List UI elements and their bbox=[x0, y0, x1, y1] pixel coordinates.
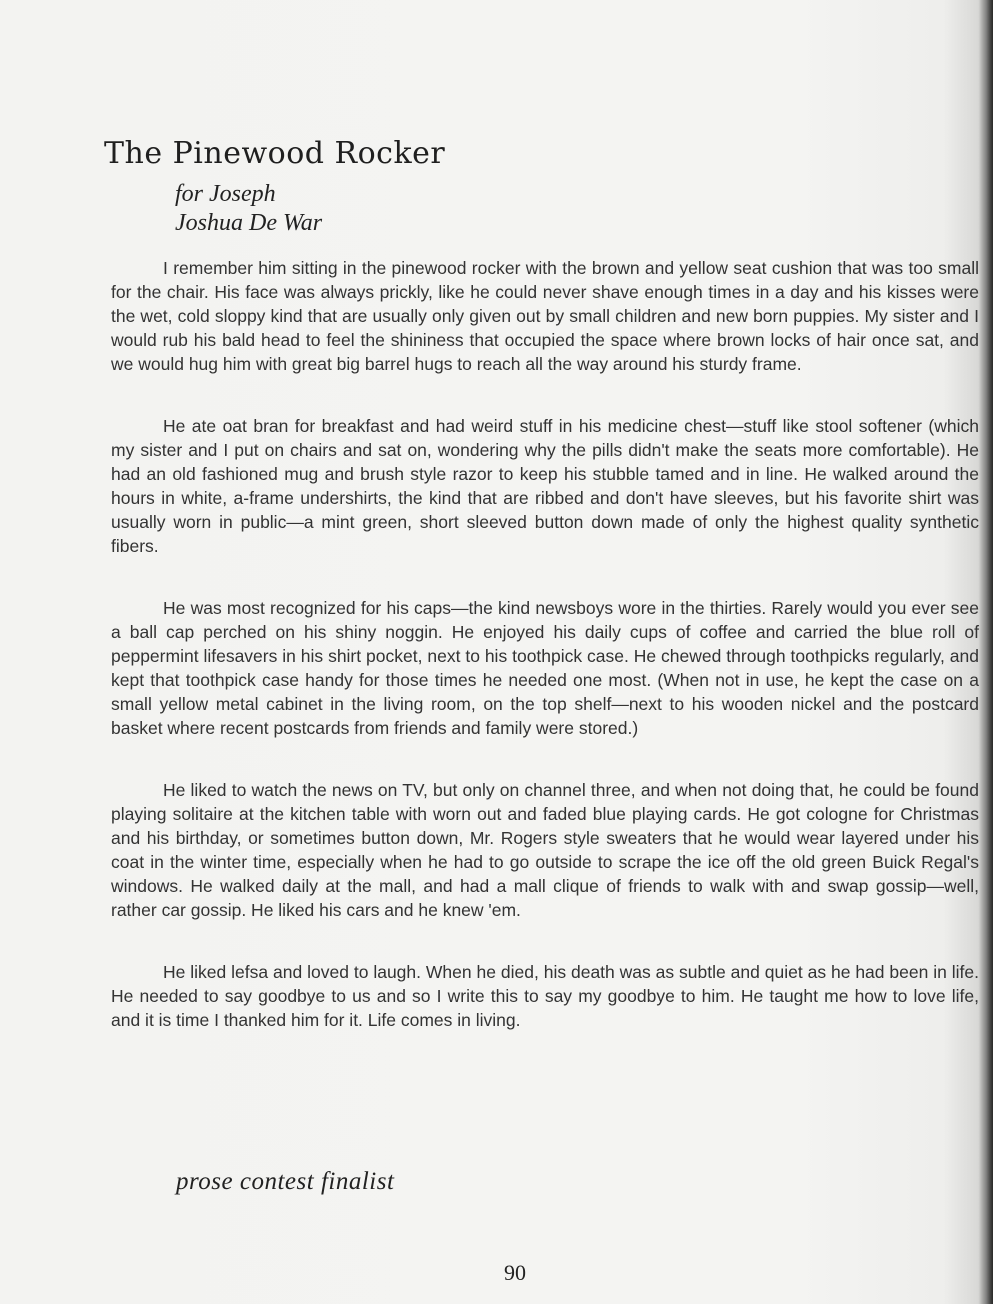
dedication-line-2: Joshua De War bbox=[175, 210, 323, 236]
paragraph-5: He liked lefsa and loved to laugh. When he died, his death was as subtle and quiet as he had been in life. He needed to say goodbye to us and so I write this to say my goodbye to him. He taught me how to love life, and it is time I thanked him for it. Life comes in living. bbox=[111, 962, 979, 1030]
page-number: 90 bbox=[504, 1260, 526, 1285]
paragraph-2: He ate oat bran for breakfast and had weird stuff in his medicine chest—stuff like stool softener (which my sister and I put on chairs and sat on, wondering why the pills didn't make the seats more comfortable). He had an old fashioned mug and brush style razor to keep his stubble tamed and in line. He walked around the hours in white, a-frame undershirts, the kind that are ribbed and don't have sleeves, but his favorite shirt was usually worn in public—a mint green, short sleeved button down made of only the highest quality synthetic fibers. bbox=[111, 416, 979, 556]
page-title: The Pinewood Rocker bbox=[104, 136, 446, 171]
prose-body bbox=[111, 256, 979, 1070]
dedication-line-1: for Joseph bbox=[175, 181, 276, 207]
contest-note: prose contest finalist bbox=[176, 1168, 395, 1195]
dedication bbox=[175, 180, 322, 238]
paragraph-1: I remember him sitting in the pinewood rocker with the brown and yellow seat cushion that was too small for the chair. His face was always prickly, like he could never shave enough times in a day and his kisses were the wet, cold sloppy kind that are usually only given out by small children and new born puppies. My sister and I would rub his bald head to feel the shininess that occupied the space where brown locks of hair once sat, and we would hug him with great big barrel hugs to reach all the way around his sturdy frame. bbox=[111, 258, 979, 374]
paragraph-3: He was most recognized for his caps—the kind newsboys wore in the thirties. Rarely would you ever see a ball cap perched on his shiny noggin. He enjoyed his daily cups of coffee and carried the blue roll of peppermint lifesavers in his shirt pocket, next to his toothpick case. He chewed through toothpicks regularly, and kept that toothpick case handy for those times he needed one most. (When not in use, he kept the case on a small yellow metal cabinet in the living room, on the top shelf—next to his wooden nickel and the postcard basket where recent postcards from friends and family were stored.) bbox=[111, 598, 979, 738]
paragraph-4: He liked to watch the news on TV, but only on channel three, and when not doing that, he could be found playing solitaire at the kitchen table with worn out and faded blue playing cards. He got cologne for Christmas and his birthday, or sometimes button down, Mr. Rogers style sweaters that he would wear layered under his coat in the winter time, especially when he had to go outside to scrape the ice off the old green Buick Regal's windows. He walked daily at the mall, and had a mall clique of friends to walk with and swap gossip—well, rather car gossip. He liked his cars and he knew 'em. bbox=[111, 780, 979, 920]
page-gutter-shadow bbox=[979, 0, 993, 1304]
